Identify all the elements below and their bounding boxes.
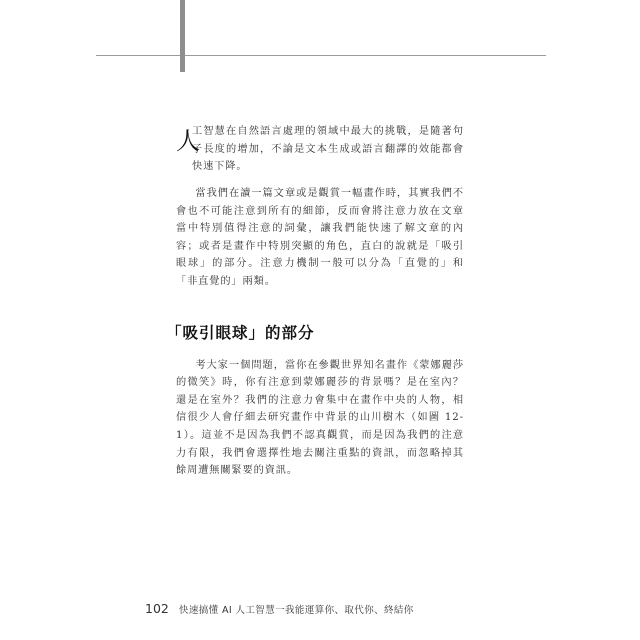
- paragraph-mona-lisa: 考大家一個問題，當你在參觀世界知名畫作《蒙娜麗莎的微笑》時，你有注意到蒙娜麗莎的背景嗎？是在室內？還是在室外？我們的注意力會集中在畫作中央的人物，相信很少人會仔細去研究畫作中背景的山川樹木（如圖 12-1）。這並不是因為我們不認真觀賞，而是因為我們的注意力有限，我們會選擇性地去關注重點的資訊，而忽略掉其餘周遭無關緊要的資訊。: [176, 359, 464, 477]
- page-number: 102: [145, 601, 169, 616]
- section-heading: 「吸引眼球」的部分: [166, 323, 315, 342]
- opening-paragraph-text: 工智慧在自然語言處理的領域中最大的挑戰，是隨著句子長度的增加，不論是文本生成或語言翻譯的效能都會快速下降。: [192, 126, 464, 173]
- opening-paragraph: [176, 123, 464, 177]
- book-title: 快速搞懂 AI 人工智慧一我能運算你、取代你、終結你: [178, 605, 414, 616]
- header-tab-bar: [180, 0, 185, 72]
- drop-cap: 人: [176, 127, 201, 155]
- page-footer: [145, 598, 414, 617]
- page-body: [166, 123, 464, 480]
- paragraph-attention: 當我們在讀一篇文章或是觀賞一幅畫作時，其實我們不會也不可能注意到所有的細節，反而會將注意力放在文章當中特別值得注意的詞彙，讓我們能快速了解文章的內容；或者是畫作中特別突顯的角色，直白的說就是「吸引眼球」的部分。注意力機制一般可以分為「直覺的」和「非直覺的」兩類。: [176, 188, 464, 287]
- header-rule: [96, 55, 546, 56]
